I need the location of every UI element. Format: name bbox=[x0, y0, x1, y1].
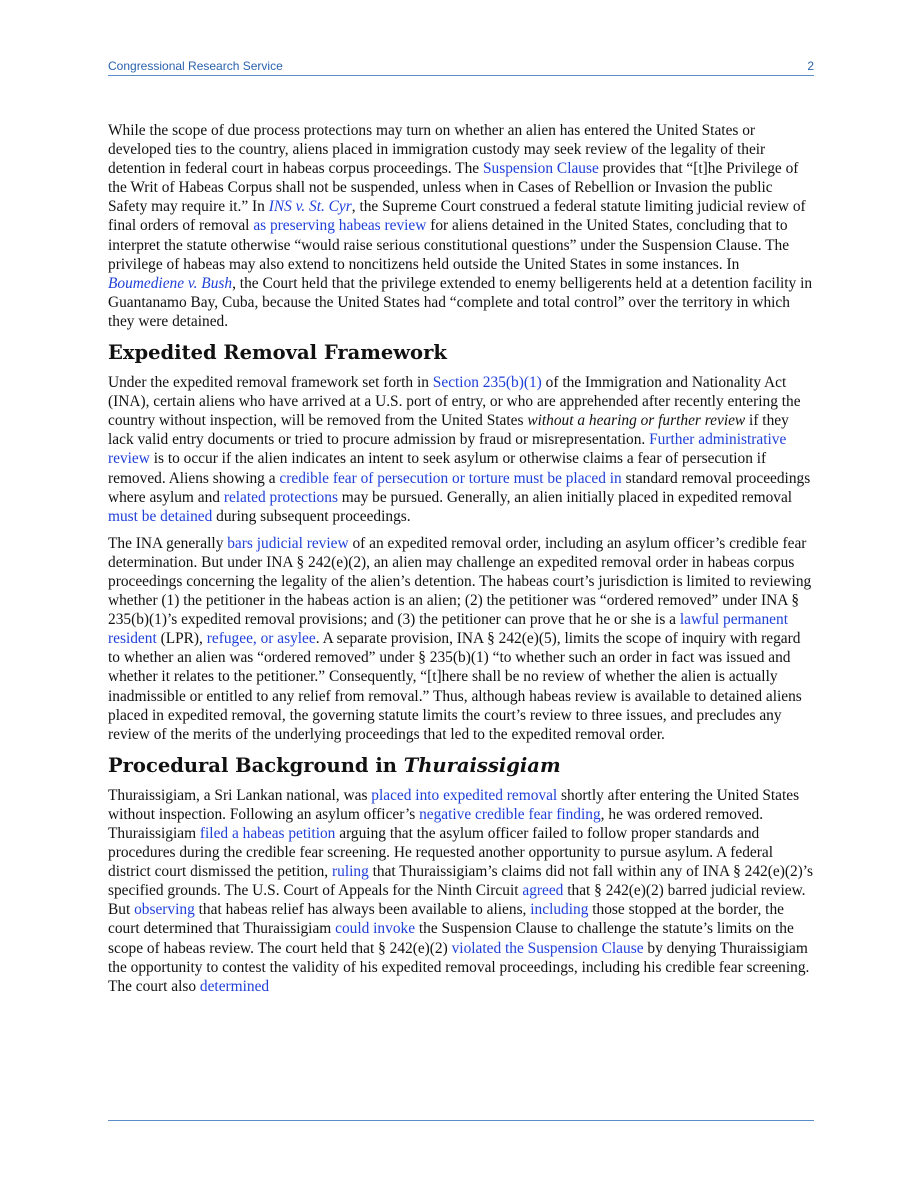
text: the Suspension Clause to challenge the statute’s limits on the scope of habeas review. The court held that § 242(e)(2) bbox=[108, 920, 794, 957]
text: . A separate provision, INA § 242(e)(5), limits the scope of inquiry with regard to whether an alien was “ordered removed” under § 235(b)(1) “to whether such an order in fact was issued and whether it relates to the petitioner.” Consequently, “[t]here shall be no review of whether the alien is actually inadmissible or entitled to any relief from removal.” Thus, although habeas review is available to detained aliens placed in expedited removal, the governing statute limits the court’s review to three issues, and precludes any review of the merits of the underlying proceedings that led to the expedited removal order. bbox=[108, 630, 802, 743]
text: While the scope of due process protections may turn on whether an alien has entered the United States or developed ties to the country, aliens placed in immigration custody may seek review of the legality of their detention in federal court in habeas corpus proceedings. The bbox=[108, 122, 766, 178]
document-body bbox=[108, 121, 814, 1004]
text: The INA generally bbox=[108, 534, 228, 552]
link-section-235b1[interactable]: Section 235(b)(1) bbox=[432, 374, 542, 392]
text: Under the expedited removal framework set forth in bbox=[108, 374, 433, 392]
text: arguing that the asylum officer failed to follow proper standards and procedures during the credible fear screening. He requested another opportunity to pursue asylum. A federal district court dismissed the petition, bbox=[108, 825, 773, 881]
link-filed-a-habeas-petition[interactable]: filed a habeas petition bbox=[199, 825, 336, 842]
heading-procedural-background: Procedural Background in Thuraissigiam bbox=[108, 753, 561, 777]
link-ruling[interactable]: ruling bbox=[332, 863, 369, 881]
text: , the Supreme Court construed a federal statute limiting judicial review of final orders of removal bbox=[108, 198, 806, 235]
page-header bbox=[108, 58, 814, 76]
text: , the Court held that the privilege extended to enemy belligerents held at a detention facility in Guantanamo Bay, Cuba, because the United States had “complete and total control” over the territory in which they were detained. bbox=[108, 274, 813, 330]
link-violated-suspension-clause[interactable]: violated the Suspension Clause bbox=[451, 939, 644, 957]
text: is to occur if the alien indicates an intent to seek asylum or otherwise claims a fear of persecution if removed. Aliens showing a bbox=[108, 450, 767, 487]
text: that habeas relief has always been available to aliens, bbox=[194, 901, 531, 919]
text: that Thuraissigiam’s claims did not fall within any of INA § 242(e)(2)’s specified grounds. The U.S. Court of Appeals for the Ninth Circuit bbox=[108, 863, 814, 900]
text: by denying Thuraissigiam the opportunity to contest the validity of his expedited removal proceedings, including his credible fear screening. The court also bbox=[108, 939, 810, 995]
text: standard removal proceedings where asylum and bbox=[108, 469, 811, 506]
text: of the Immigration and Nationality Act (INA), certain aliens who have arrived at a U.S. port of entry, or who are apprehended after recently entering the country without inspection, will be removed from the United States bbox=[108, 374, 801, 430]
text: , he was ordered removed. Thuraissigiam bbox=[108, 805, 764, 842]
footer-rule bbox=[108, 1120, 814, 1121]
link-related-protections[interactable]: related protections bbox=[223, 488, 338, 506]
link-further-administrative-review[interactable]: Further administrative review bbox=[108, 431, 787, 468]
page-number: 2 bbox=[807, 59, 814, 73]
link-must-be-detained[interactable]: must be detained bbox=[108, 507, 213, 525]
text: may be pursued. Generally, an alien initially placed in expedited removal bbox=[337, 488, 793, 506]
paragraph-judicial-review bbox=[108, 534, 814, 744]
text: provides that “[t]he Privilege of the Writ of Habeas Corpus shall not be suspended, unless when in Cases of Rebellion or Invasion the public Safety may require it.” In bbox=[108, 160, 799, 216]
text: shortly after entering the United States without inspection. Following an asylum officer’s bbox=[108, 786, 800, 823]
link-refugee-or-asylee[interactable]: refugee, or asylee bbox=[206, 630, 316, 648]
link-placed-into-expedited-removal[interactable]: placed into expedited removal bbox=[371, 786, 558, 804]
paragraph-expedited-removal bbox=[108, 373, 814, 526]
heading-expedited-removal-framework: Expedited Removal Framework bbox=[108, 341, 447, 365]
text: of an expedited removal order, including an asylum officer’s credible fear determination. But under INA § 242(e)(2), an alien may challenge an expedited removal order in habeas corpus proceedings concerning the legality of the alien’s detention. The habeas court’s jurisdiction is limited to reviewing whether (1) the petitioner in the habeas action is an alien; (2) the petitioner was “ordered removed” under INA § 235(b)(1)’s expedited removal provisions; and (3) the petitioner can prove that he or she is a bbox=[108, 534, 812, 629]
text: (LPR), bbox=[156, 630, 207, 648]
link-could-invoke[interactable]: could invoke bbox=[335, 920, 416, 938]
link-agreed[interactable]: agreed bbox=[522, 882, 564, 900]
link-ins-v-st-cyr[interactable]: INS v. St. Cyr bbox=[268, 198, 352, 216]
paragraph-habeas-intro bbox=[108, 121, 814, 331]
text: that § 242(e)(2) barred judicial review. But bbox=[108, 882, 806, 919]
link-determined[interactable]: determined bbox=[199, 977, 270, 995]
link-credible-fear[interactable]: credible fear of persecution or torture must be placed in bbox=[279, 469, 622, 487]
text: during subsequent proceedings. bbox=[212, 507, 411, 525]
link-negative-credible-fear-finding[interactable]: negative credible fear finding bbox=[419, 805, 601, 823]
link-boumediene-v-bush[interactable]: Boumediene v. Bush bbox=[108, 274, 233, 292]
link-preserving-habeas-review[interactable]: as preserving habeas review bbox=[253, 217, 427, 235]
link-including[interactable]: including bbox=[530, 901, 589, 919]
link-bars-judicial-review[interactable]: bars judicial review bbox=[227, 534, 349, 552]
paragraph-procedural-background bbox=[108, 786, 814, 996]
link-lawful-permanent-resident[interactable]: lawful permanent resident bbox=[108, 611, 788, 648]
text: if they lack valid entry documents or tried to procure admission by fraud or misrepresentation. bbox=[108, 412, 789, 449]
text: for aliens detained in the United States, concluding that to interpret the statute otherwise “would raise serious constitutional questions” under the Suspension Clause. The privilege of habeas may also extend to noncitizens held outside the United States in some instances. In bbox=[108, 217, 790, 273]
text: Thuraissigiam, a Sri Lankan national, was bbox=[108, 786, 372, 804]
header-org-name: Congressional Research Service bbox=[108, 59, 283, 73]
text: those stopped at the border, the court determined that Thuraissigiam bbox=[108, 901, 784, 938]
emphasis-text: without a hearing or further review bbox=[527, 412, 746, 430]
link-suspension-clause[interactable]: Suspension Clause bbox=[482, 160, 599, 178]
link-observing[interactable]: observing bbox=[134, 901, 195, 919]
